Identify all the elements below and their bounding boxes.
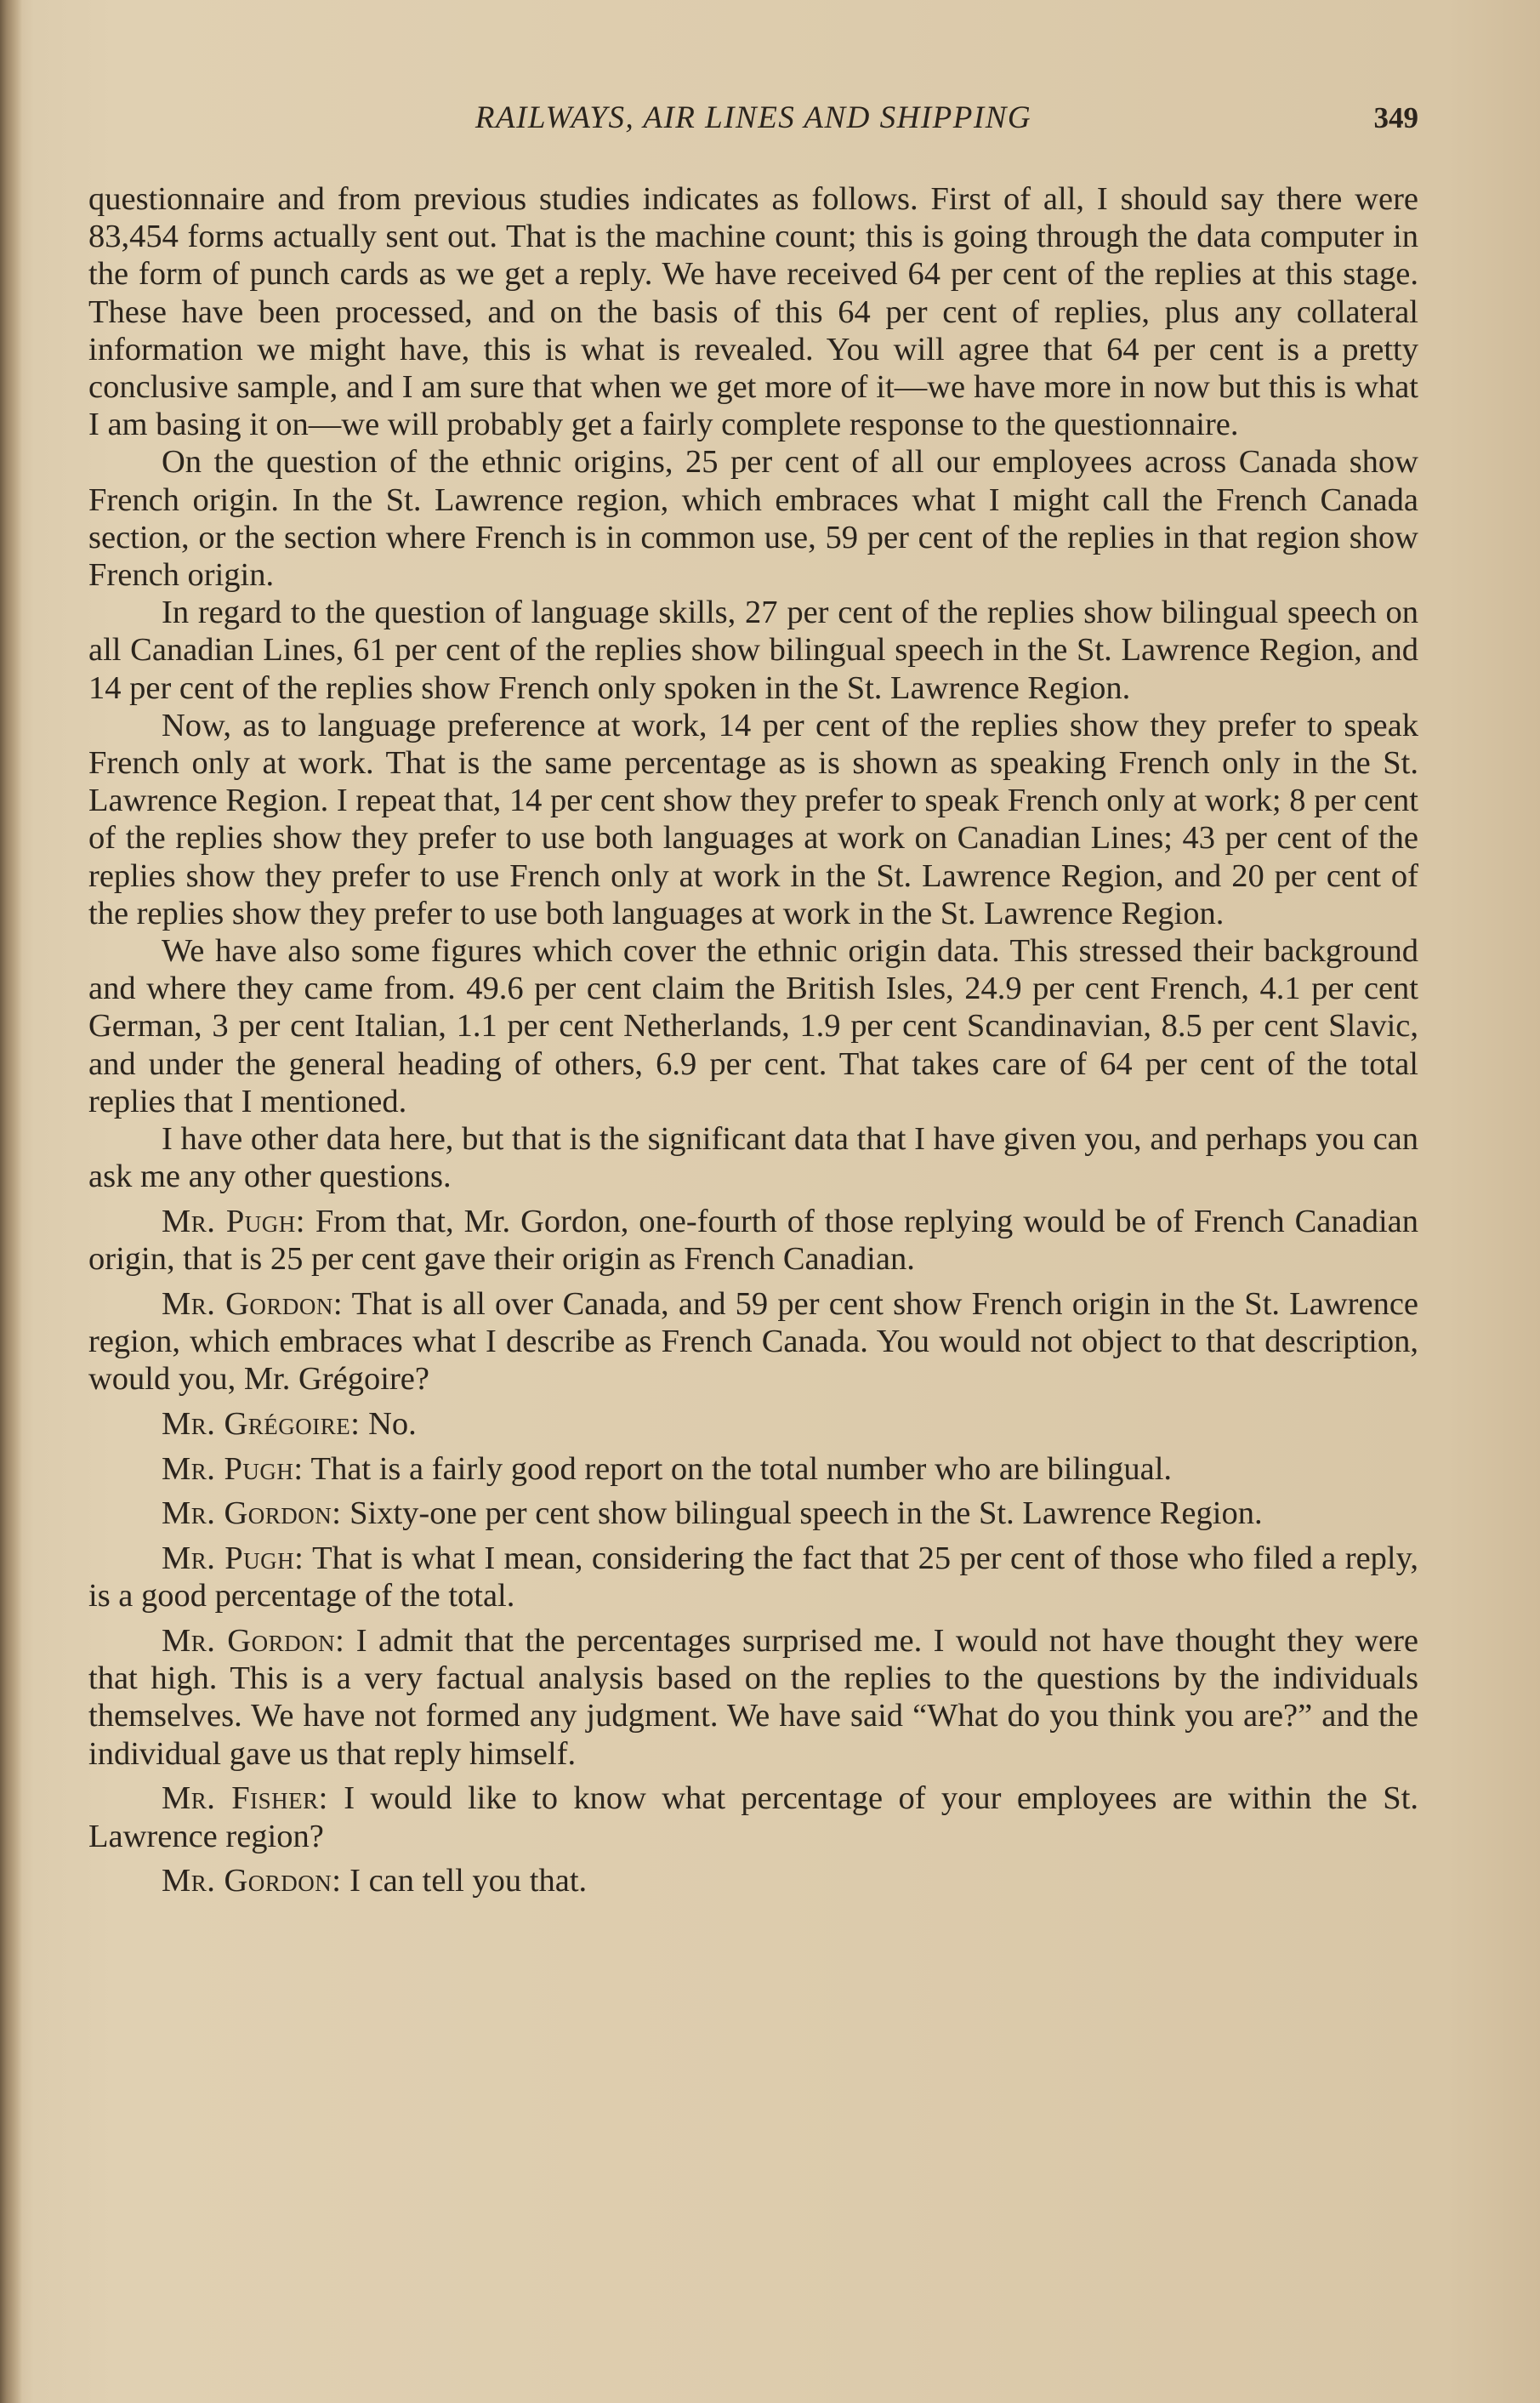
dialogue-entry (88, 1450, 1418, 1488)
speaker-name: Mr. Grégoire: (162, 1406, 361, 1442)
dialogue-text: I can tell you that. (349, 1863, 588, 1899)
dialogue-text: From that, Mr. Gordon, one-fourth of those replying would be of French Canadian origin, that is 25 per cent gave their origin as French Canadian. (88, 1203, 1418, 1278)
paragraph: In regard to the question of language skills, 27 per cent of the replies show bilingual speech on all Canadian Lines, 61 per cent of the replies show bilingual speech in the St. Lawrence Region, and 14 per cent of the replies show French only spoken in the St. Lawrence Region. (88, 595, 1418, 706)
speaker-name: Mr. Pugh: (162, 1203, 305, 1239)
dialogue-text: Sixty-one per cent show bilingual speech in the St. Lawrence Region. (349, 1495, 1263, 1532)
dialogue-entry (88, 1285, 1418, 1398)
dialogue-entry (88, 1779, 1418, 1854)
speaker-name: Mr. Gordon: (162, 1495, 342, 1532)
body-text (88, 180, 1418, 1899)
dialogue-entry (88, 1495, 1418, 1532)
speaker-name: Mr. Gordon: (162, 1285, 344, 1322)
dialogue-text: That is what I mean, considering the fact that 25 per cent of those who filed a reply, is a good percentage of the total. (88, 1540, 1418, 1614)
book-spine-shadow (0, 0, 22, 2403)
speaker-name: Mr. Fisher: (162, 1780, 328, 1817)
dialogue-text: I would like to know what percentage of your employees are within the St. Lawrence region? (88, 1780, 1419, 1854)
dialogue-text: No. (368, 1406, 417, 1442)
paragraph: On the question of the ethnic origins, 25 per cent of all our employees across Canada show French origin. In the St. Lawrence region, which embraces what I might call the French Canada section, or the section where French is in common use, 59 per cent of the replies in that region show French origin. (88, 444, 1418, 594)
paragraph: I have other data here, but that is the significant data that I have given you, and perhaps you can ask me any other questions. (88, 1121, 1418, 1195)
speaker-name: Mr. Gordon: (162, 1863, 342, 1899)
dialogue-entry (88, 1862, 1418, 1899)
paragraph: We have also some figures which cover the ethnic origin data. This stressed their background and where they came from. 49.6 per cent claim the British Isles, 24.9 per cent French, 4.1 per cent German, 3 per cent Italian, 1.1 per cent Netherlands, 1.9 per cent Scandinavian, 8.5 per cent Slavic, and under the general heading of others, 6.9 per cent. That takes care of 64 per cent of the total replies that I mentioned. (88, 933, 1418, 1119)
running-title: RAILWAYS, AIR LINES AND SHIPPING (475, 100, 1032, 135)
dialogue-text: That is a fairly good report on the total number who are bilingual. (310, 1450, 1173, 1487)
speaker-name: Mr. Gordon: (162, 1623, 345, 1660)
paragraph: questionnaire and from previous studies indicates as follows. First of all, I should say there were 83,454 forms actually sent out. That is the machine count; this is going through the data computer in the form of punch cards as we get a reply. We have received 64 per cent of the replies at this stage. These have been processed, and on the basis of this 64 per cent of replies, plus any collateral information we might have, this is what is revealed. You will agree that 64 per cent is a pretty conclusive sample, and I am sure that when we get more of it—we have more in now but this is what I am basing it on—we will probably get a fairly complete response to the questionnaire. (88, 181, 1418, 443)
dialogue-text: That is all over Canada, and 59 per cent show French origin in the St. Lawrence region, which embraces what I describe as French Canada. You would not object to that description, would you, Mr. Grégoire? (88, 1285, 1419, 1398)
dialogue-entry (88, 1203, 1418, 1278)
speaker-name: Mr. Pugh: (162, 1540, 304, 1577)
page-number: 349 (1373, 101, 1418, 134)
dialogue-entry (88, 1405, 1418, 1443)
dialogue-entry (88, 1622, 1418, 1773)
running-header (88, 97, 1418, 140)
dialogue-text: I admit that the percentages surprised me. I would not have thought they were that high. This is a very factual analysis based on the replies to the questions by the individuals themselves. We have not formed any judgment. We have said “What do you think you are?” and the individual gave us that reply himself. (88, 1623, 1419, 1772)
paragraph: Now, as to language preference at work, 14 per cent of the replies show they prefer to speak French only at work. That is the same percentage as is shown as speaking French only in the St. Lawrence Region. I repeat that, 14 per cent show they prefer to speak French only at work; 8 per cent of the replies show they prefer to use both languages at work on Canadian Lines; 43 per cent of the replies show they prefer to use French only at work in the St. Lawrence Region, and 20 per cent of the replies show they prefer to use both languages at work in the St. Lawrence Region. (88, 707, 1419, 931)
dialogue-entry (88, 1540, 1418, 1614)
speaker-name: Mr. Pugh: (162, 1450, 304, 1487)
